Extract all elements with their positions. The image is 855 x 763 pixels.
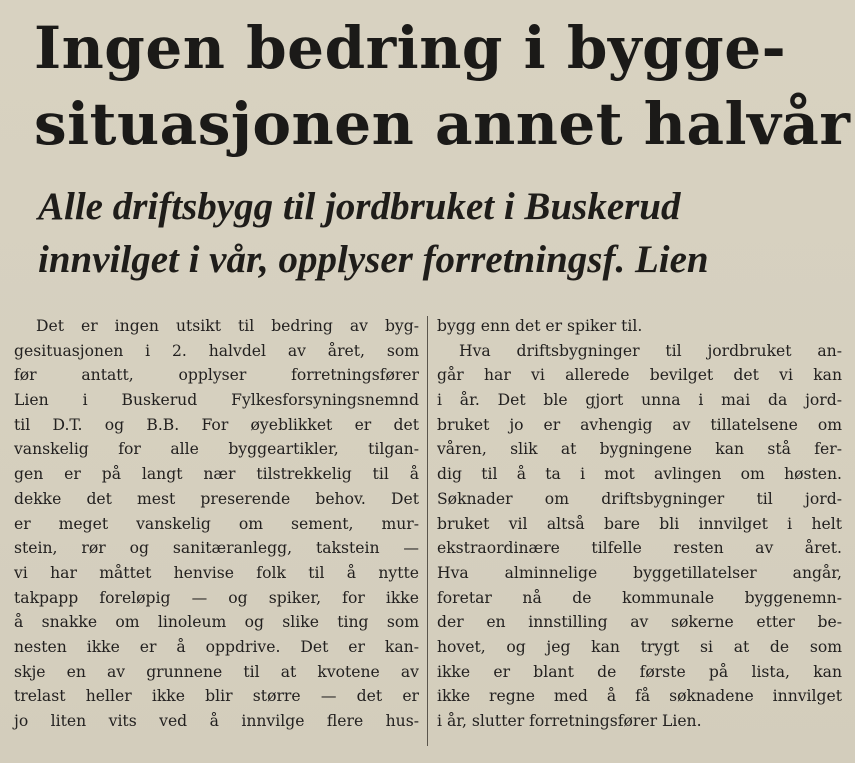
body-line: Hva driftsbygninger til jordbruket an- [459, 341, 842, 360]
body-line: Lien i Buskerud Fylkesforsyningsnemnd [14, 391, 419, 410]
body-line: trelast heller ikke blir større — det er [14, 687, 419, 706]
body-line: bygg enn det er spiker til. [437, 317, 643, 335]
headline [34, 10, 851, 162]
body-line: våren, slik at bygningene kan stå fer- [437, 440, 842, 459]
column-divider [427, 316, 428, 746]
body-line: til D.T. og B.B. For øyeblikket er det [14, 415, 419, 434]
headline-line-2: situasjonen annet halvår [34, 90, 851, 158]
right-column [437, 314, 842, 734]
subheadline-line-2: innvilget i vår, opplyser forretningsf. Lien [38, 238, 709, 281]
body-line: vi har måttet henvise folk til å nytte [14, 563, 419, 582]
body-line: gesituasjonen i 2. halvdel av året, som [14, 341, 419, 360]
body-line: takpapp foreløpig — og spiker, for ikke [14, 588, 419, 607]
body-line: går har vi allerede bevilget det vi kan [437, 366, 842, 385]
body-line: gen er på langt nær tilstrekkelig til å [14, 465, 419, 484]
body-line: i år. Det ble gjort unna i mai da jord- [437, 391, 842, 410]
body-line: bruket jo er avhengig av tillatelsene om [437, 415, 842, 434]
body-line: stein, rør og sanitæranlegg, takstein — [14, 539, 419, 558]
body-line: ikke regne med å få søknadene innvilget [437, 687, 842, 706]
body-line: Det er ingen utsikt til bedring av byg- [36, 317, 419, 335]
left-column [14, 314, 419, 734]
body-line: Søknader om driftsbygninger til jord- [437, 489, 842, 508]
body-line: hovet, og jeg kan trygt si at de som [437, 637, 842, 656]
subheadline [38, 180, 838, 286]
body-line: før antatt, opplyser forretningsfører [14, 366, 419, 385]
body-line: dig til å ta i mot avlingen om høsten. [437, 465, 842, 484]
body-line: nesten ikke er å oppdrive. Det er kan- [14, 637, 419, 656]
body-line: dekke det mest preserende behov. Det [14, 489, 419, 508]
headline-line-1: Ingen bedring i bygge- [34, 14, 787, 82]
body-line: der en innstilling av søkerne etter be- [437, 613, 842, 632]
subheadline-line-1: Alle driftsbygg til jordbruket i Buskerud [38, 185, 681, 228]
body-line: Hva alminnelige byggetillatelser angår, [437, 563, 842, 582]
body-line: er meget vanskelig om sement, mur- [14, 514, 419, 533]
body-line: i år, slutter forretningsfører Lien. [437, 712, 702, 730]
body-line: ikke er blant de første på lista, kan [437, 662, 842, 681]
body-line: bruket vil altså bare bli innvilget i helt [437, 514, 842, 533]
body-line: å snakke om linoleum og slike ting som [14, 613, 419, 632]
body-line: foretar nå de kommunale byggenemn- [437, 588, 842, 607]
body-line: skje en av grunnene til at kvotene av [14, 662, 419, 681]
body-line: jo liten vits ved å innvilge flere hus- [14, 712, 419, 730]
body-line: ekstraordinære tilfelle resten av året. [437, 539, 842, 558]
body-line: vanskelig for alle byggeartikler, tilgan- [14, 440, 419, 459]
